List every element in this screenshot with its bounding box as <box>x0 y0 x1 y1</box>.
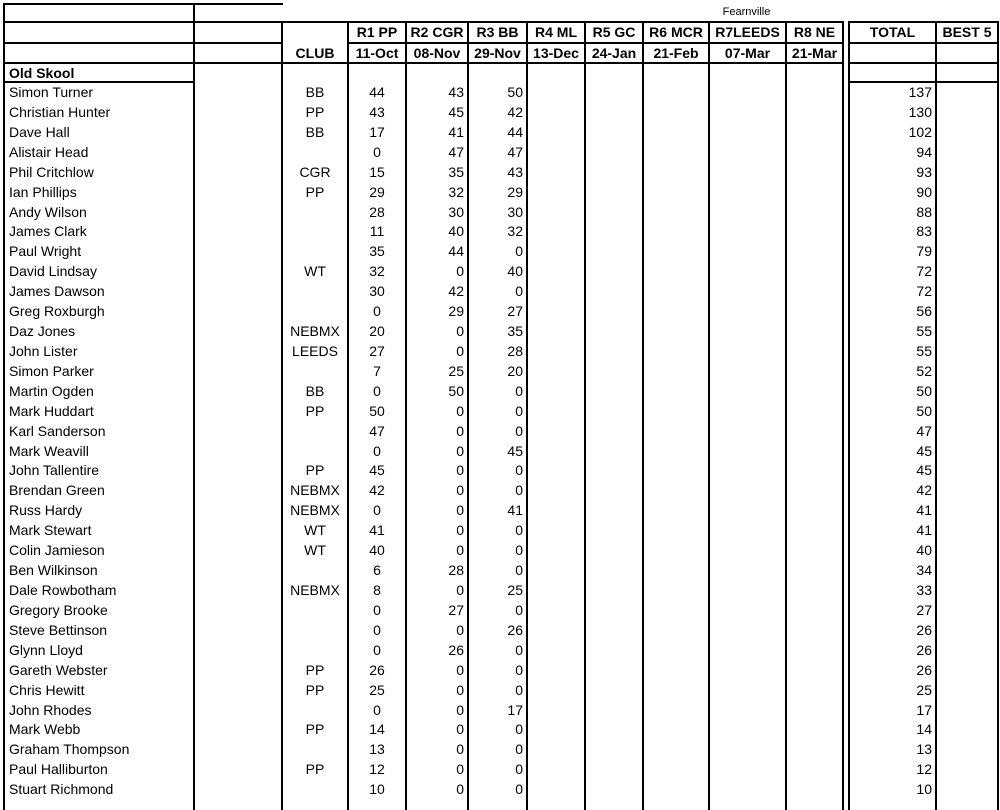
rider-total: 55 <box>916 323 932 340</box>
rider-r1-points: 12 <box>369 761 385 778</box>
rider-total: 83 <box>916 223 932 240</box>
grid-vline <box>405 21 407 810</box>
rider-name: Gareth Webster <box>9 661 108 678</box>
rider-r1-points: 35 <box>369 243 385 260</box>
rider-club: PP <box>305 462 325 479</box>
rider-r1-points: 26 <box>369 661 385 678</box>
rider-r2-points: 0 <box>456 542 464 559</box>
round-name-6: R6 MCR <box>649 24 703 40</box>
rider-club <box>283 620 347 640</box>
grid-vline <box>281 21 283 810</box>
total-header: TOTAL <box>869 24 916 40</box>
rider-r1-points: 0 <box>373 382 381 399</box>
rider-club: NEBMX <box>290 482 340 499</box>
rider-r3-points: 42 <box>507 103 523 120</box>
rider-r3-points: 0 <box>515 681 523 698</box>
rider-r2-points: 50 <box>448 382 464 399</box>
rider-total: 52 <box>916 362 932 379</box>
rider-club <box>283 600 347 620</box>
rider-r1-points: 10 <box>369 781 385 798</box>
rider-r1-points: 11 <box>369 223 385 240</box>
rider-r1-points: 28 <box>369 203 385 220</box>
rider-r2-points: 41 <box>448 123 464 140</box>
rider-r2-points: 27 <box>448 601 464 618</box>
club-header: CLUB <box>295 45 335 61</box>
rider-r1-points: 42 <box>369 482 385 499</box>
rider-club: LEEDS <box>292 342 338 359</box>
rider-club <box>283 241 347 261</box>
round-name-3: R3 BB <box>476 24 519 40</box>
round-date-8: 21-Mar <box>791 45 838 61</box>
rider-r2-points: 0 <box>456 442 464 459</box>
rider-total: 10 <box>916 781 932 798</box>
rider-total: 72 <box>916 263 932 280</box>
rider-r3-points: 29 <box>507 183 523 200</box>
rider-total: 90 <box>916 183 932 200</box>
rider-r2-points: 0 <box>456 522 464 539</box>
grid-vline <box>935 21 937 810</box>
grid-hline <box>3 81 195 83</box>
rider-r3-points: 43 <box>507 163 523 180</box>
rider-r3-points: 28 <box>507 342 523 359</box>
rider-club: WT <box>304 542 326 559</box>
rider-name: Ian Phillips <box>9 183 77 200</box>
rider-r1-points: 50 <box>369 402 385 419</box>
rider-total: 26 <box>916 621 932 638</box>
rider-name: Stuart Richmond <box>9 781 114 798</box>
grid-vline <box>785 21 787 810</box>
rider-name: James Clark <box>9 223 87 240</box>
rider-r3-points: 0 <box>515 462 523 479</box>
rider-club <box>283 560 347 580</box>
rider-r1-points: 40 <box>369 542 385 559</box>
grid-vline <box>193 3 195 810</box>
rider-r3-points: 30 <box>507 203 523 220</box>
rider-r3-points: 35 <box>507 323 523 340</box>
rider-club: NEBMX <box>290 582 340 598</box>
rider-club <box>283 281 347 301</box>
rider-total: 47 <box>916 422 932 439</box>
rider-r3-points: 0 <box>515 661 523 678</box>
rider-r1-points: 45 <box>369 462 385 479</box>
rider-name: John Tallentire <box>9 462 100 479</box>
rider-total: 88 <box>916 203 932 220</box>
round-date-4: 13-Dec <box>533 45 579 61</box>
rider-club: BB <box>305 123 325 140</box>
rider-club: NEBMX <box>290 502 340 519</box>
rider-r1-points: 0 <box>373 442 381 459</box>
rider-r1-points: 0 <box>373 641 381 658</box>
grid-hline <box>848 21 999 23</box>
rider-r1-points: 0 <box>373 701 381 718</box>
rider-r2-points: 30 <box>448 203 464 220</box>
rider-total: 33 <box>916 582 932 598</box>
grid-hline <box>848 81 999 83</box>
category-title: Old Skool <box>9 65 75 81</box>
rider-club: NEBMX <box>290 323 340 340</box>
rider-club: PP <box>305 761 325 778</box>
rider-club: CGR <box>299 163 331 180</box>
rider-total: 137 <box>908 84 932 100</box>
rider-club: BB <box>305 84 325 100</box>
rider-r3-points: 0 <box>515 562 523 579</box>
rider-name: Alistair Head <box>9 143 89 160</box>
grid-vline <box>526 21 528 810</box>
rider-r2-points: 0 <box>456 462 464 479</box>
rider-name: Mark Huddart <box>9 402 94 419</box>
rider-r1-points: 13 <box>369 741 385 758</box>
rider-club <box>283 779 347 799</box>
rider-r2-points: 0 <box>456 741 464 758</box>
rider-r3-points: 0 <box>515 382 523 399</box>
rider-club <box>283 441 347 461</box>
rider-r3-points: 32 <box>507 223 523 240</box>
rider-r2-points: 0 <box>456 781 464 798</box>
round-name-4: R4 ML <box>535 24 577 40</box>
rider-r1-points: 17 <box>369 123 385 140</box>
rider-r3-points: 0 <box>515 601 523 618</box>
rider-club: BB <box>305 382 325 399</box>
rider-club: PP <box>305 183 325 200</box>
rider-r3-points: 27 <box>507 303 523 320</box>
rider-name: Dale Rowbotham <box>9 582 117 598</box>
rider-total: 55 <box>916 342 932 359</box>
rider-r3-points: 44 <box>507 123 523 140</box>
rider-name: Martin Ogden <box>9 382 94 399</box>
rider-r2-points: 0 <box>456 482 464 499</box>
rider-r3-points: 0 <box>515 641 523 658</box>
rider-total: 12 <box>916 761 932 778</box>
rider-club <box>283 361 347 381</box>
rider-r2-points: 25 <box>448 362 464 379</box>
rider-r2-points: 0 <box>456 263 464 280</box>
round-date-5: 24-Jan <box>591 45 637 61</box>
rider-club <box>283 421 347 441</box>
rider-r3-points: 0 <box>515 761 523 778</box>
rider-r2-points: 32 <box>448 183 464 200</box>
rider-name: Ben Wilkinson <box>9 562 98 579</box>
rider-r1-points: 30 <box>369 283 385 300</box>
rider-name: Mark Stewart <box>9 522 92 539</box>
rider-r1-points: 0 <box>373 601 381 618</box>
rider-r3-points: 0 <box>515 402 523 419</box>
rider-r2-points: 28 <box>448 562 464 579</box>
round-date-2: 08-Nov <box>413 45 461 61</box>
rider-total: 17 <box>916 701 932 718</box>
rider-r2-points: 0 <box>456 621 464 638</box>
rider-total: 72 <box>916 283 932 300</box>
rider-name: Mark Weavill <box>9 442 89 459</box>
rider-name: Karl Sanderson <box>9 422 106 439</box>
rider-total: 50 <box>916 402 932 419</box>
rider-club: PP <box>305 721 325 738</box>
rider-name: Christian Hunter <box>9 103 111 120</box>
rider-total: 26 <box>916 661 932 678</box>
rider-r3-points: 0 <box>515 741 523 758</box>
rider-r3-points: 26 <box>507 621 523 638</box>
grid-vline <box>347 21 349 810</box>
grid-hline <box>848 62 999 64</box>
rider-r2-points: 0 <box>456 342 464 359</box>
rider-r2-points: 44 <box>448 243 464 260</box>
rider-r3-points: 0 <box>515 422 523 439</box>
rider-total: 40 <box>916 542 932 559</box>
rider-r3-points: 41 <box>507 502 523 519</box>
rider-name: Andy Wilson <box>9 203 87 220</box>
rider-r3-points: 25 <box>507 582 523 598</box>
rider-r2-points: 45 <box>448 103 464 120</box>
round-name-8: R8 NE <box>793 24 836 40</box>
rider-total: 26 <box>916 641 932 658</box>
rider-total: 42 <box>916 482 932 499</box>
rider-club <box>283 640 347 660</box>
rider-r3-points: 0 <box>515 781 523 798</box>
grid-hline <box>848 42 999 44</box>
rider-r2-points: 0 <box>456 502 464 519</box>
rider-r2-points: 0 <box>456 761 464 778</box>
rider-name: Paul Wright <box>9 243 82 260</box>
rider-total: 102 <box>908 123 932 140</box>
rider-club: WT <box>304 522 326 539</box>
rider-r1-points: 14 <box>369 721 385 738</box>
rider-r2-points: 0 <box>456 701 464 718</box>
rider-r1-points: 43 <box>369 103 385 120</box>
rider-name: John Rhodes <box>9 701 92 718</box>
rider-total: 94 <box>916 143 932 160</box>
grid-hline <box>347 42 844 44</box>
rider-r1-points: 47 <box>369 422 385 439</box>
rider-r2-points: 40 <box>448 223 464 240</box>
rider-r3-points: 0 <box>515 721 523 738</box>
rider-club <box>283 700 347 720</box>
rider-name: Paul Halliburton <box>9 761 108 778</box>
rider-name: John Lister <box>9 342 78 359</box>
rider-r1-points: 32 <box>369 263 385 280</box>
rider-club <box>283 221 347 241</box>
rider-total: 45 <box>916 462 932 479</box>
rider-r1-points: 8 <box>373 582 381 598</box>
rider-name: Graham Thompson <box>9 741 130 758</box>
rider-r2-points: 42 <box>448 283 464 300</box>
rider-total: 45 <box>916 442 932 459</box>
round-name-1: R1 PP <box>356 24 398 40</box>
rider-name: Greg Roxburgh <box>9 303 105 320</box>
rider-r3-points: 17 <box>507 701 523 718</box>
rider-name: Russ Hardy <box>9 502 83 519</box>
rider-r2-points: 29 <box>448 303 464 320</box>
rider-total: 13 <box>916 741 932 758</box>
rider-r3-points: 0 <box>515 522 523 539</box>
rider-club <box>283 301 347 321</box>
rider-name: James Dawson <box>9 283 105 300</box>
rider-total: 25 <box>916 681 932 698</box>
rider-club: PP <box>305 681 325 698</box>
rider-r1-points: 7 <box>373 362 381 379</box>
rider-total: 14 <box>916 721 932 738</box>
rider-club <box>283 142 347 162</box>
rider-club <box>283 202 347 222</box>
rider-name: Chris Hewitt <box>9 681 85 698</box>
rider-club <box>283 739 347 759</box>
rider-r3-points: 0 <box>515 283 523 300</box>
round-name-7: R7LEEDS <box>715 24 780 40</box>
rider-club: WT <box>304 263 326 280</box>
rider-r3-points: 0 <box>515 243 523 260</box>
rider-club: PP <box>305 661 325 678</box>
rider-total: 93 <box>916 163 932 180</box>
rider-name: Colin Jamieson <box>9 542 105 559</box>
round-date-3: 29-Nov <box>474 45 521 61</box>
rider-total: 41 <box>916 502 932 519</box>
rider-r1-points: 25 <box>369 681 385 698</box>
rider-r1-points: 0 <box>373 502 381 519</box>
round-date-6: 21-Feb <box>653 45 699 61</box>
round-date-1: 11-Oct <box>355 45 399 61</box>
rider-r1-points: 44 <box>369 84 385 100</box>
rider-r3-points: 45 <box>507 442 523 459</box>
rider-r3-points: 50 <box>507 84 523 100</box>
rider-name: Phil Critchlow <box>9 163 94 180</box>
rider-name: Glynn Lloyd <box>9 641 83 658</box>
rider-total: 34 <box>916 562 932 579</box>
rider-r1-points: 15 <box>369 163 385 180</box>
rider-r2-points: 0 <box>456 323 464 340</box>
rider-r2-points: 0 <box>456 681 464 698</box>
rider-r2-points: 0 <box>456 661 464 678</box>
best5-header: BEST 5 <box>942 24 992 40</box>
grid-hline <box>3 42 283 44</box>
rider-r3-points: 20 <box>507 362 523 379</box>
rider-r2-points: 0 <box>456 721 464 738</box>
rider-total: 27 <box>916 601 932 618</box>
grid-vline <box>708 21 710 810</box>
round-name-5: R5 GC <box>592 24 636 40</box>
rider-r2-points: 43 <box>448 84 464 100</box>
rider-name: Mark Webb <box>9 721 81 738</box>
grid-hline <box>3 62 844 64</box>
grid-vline <box>3 3 5 810</box>
rider-club: PP <box>305 402 325 419</box>
rider-club: PP <box>305 103 325 120</box>
rider-name: Dave Hall <box>9 123 70 140</box>
rider-r2-points: 0 <box>456 402 464 419</box>
round-name-2: R2 CGR <box>410 24 464 40</box>
rider-r2-points: 35 <box>448 163 464 180</box>
grid-vline <box>642 21 644 810</box>
grid-hline <box>3 3 283 5</box>
grid-vline <box>848 21 850 810</box>
grid-vline <box>997 21 999 810</box>
rider-r3-points: 0 <box>515 482 523 499</box>
rider-r3-points: 0 <box>515 542 523 559</box>
grid-vline <box>842 21 844 810</box>
venue-note: Fearnville <box>722 6 771 18</box>
rider-r1-points: 29 <box>369 183 385 200</box>
rider-name: David Lindsay <box>9 263 97 280</box>
rider-name: Brendan Green <box>9 482 105 499</box>
rider-total: 79 <box>916 243 932 260</box>
rider-r2-points: 47 <box>448 143 464 160</box>
rider-total: 41 <box>916 522 932 539</box>
rider-name: Gregory Brooke <box>9 601 108 618</box>
rider-r1-points: 0 <box>373 303 381 320</box>
rider-r2-points: 0 <box>456 582 464 598</box>
rider-r3-points: 40 <box>507 263 523 280</box>
rider-total: 50 <box>916 382 932 399</box>
round-date-7: 07-Mar <box>724 45 771 61</box>
rider-name: Simon Parker <box>9 362 94 379</box>
rider-r1-points: 6 <box>373 562 381 579</box>
rider-total: 56 <box>916 303 932 320</box>
grid-hline <box>3 21 844 23</box>
rider-r3-points: 47 <box>507 143 523 160</box>
rider-r2-points: 26 <box>448 641 464 658</box>
rider-r1-points: 41 <box>369 522 385 539</box>
rider-r2-points: 0 <box>456 422 464 439</box>
rider-name: Simon Turner <box>9 84 94 100</box>
rider-name: Daz Jones <box>9 323 76 340</box>
grid-vline <box>584 21 586 810</box>
rider-r1-points: 20 <box>369 323 385 340</box>
rider-r1-points: 0 <box>373 621 381 638</box>
rider-name: Steve Bettinson <box>9 621 108 638</box>
rider-total: 130 <box>908 103 932 120</box>
rider-r1-points: 0 <box>373 143 381 160</box>
grid-vline <box>467 21 469 810</box>
rider-r1-points: 27 <box>369 342 385 359</box>
